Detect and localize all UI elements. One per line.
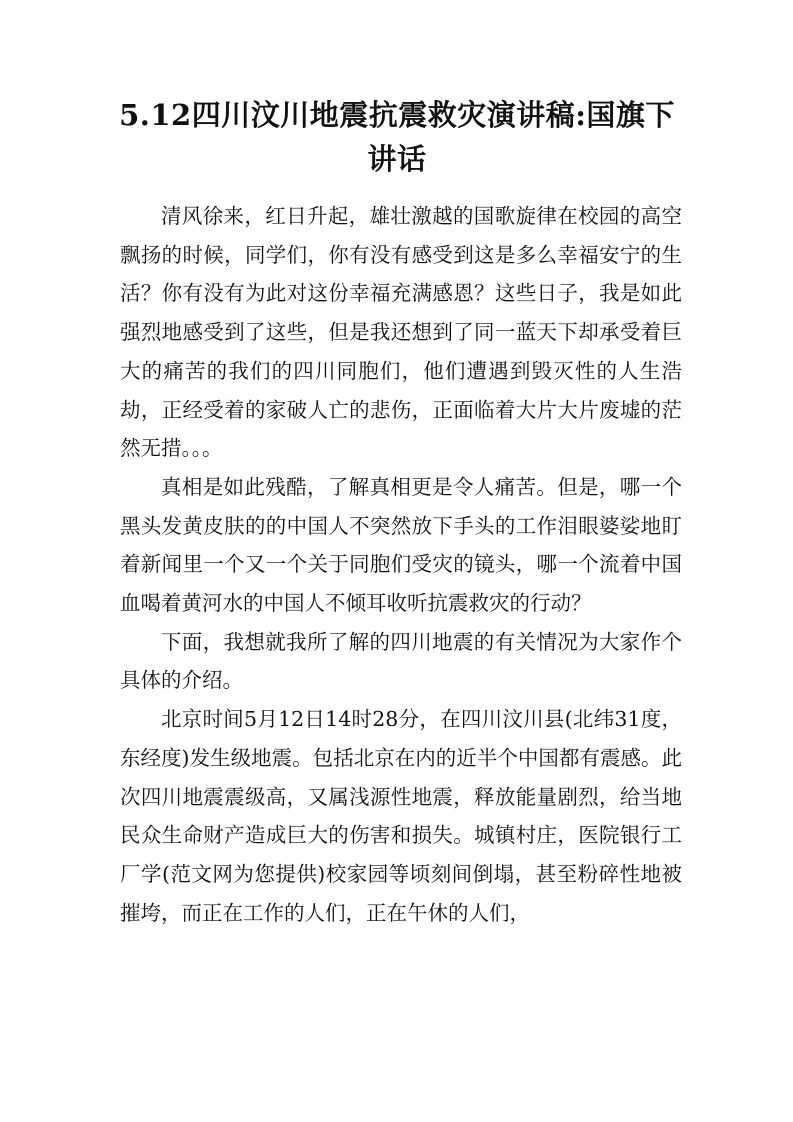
- paragraph-3: 下面，我想就我所了解的四川地震的有关情况为大家作个具体的介绍。: [120, 629, 682, 693]
- document-title: 5.12四川汶川地震抗震救灾演讲稿:国旗下讲话: [119, 98, 675, 176]
- paragraph-1: 清风徐来，红日升起，雄壮激越的国歌旋律在校园的高空飘扬的时候，同学们，你有没有感受到这是多么幸福安宁的生活？你有没有为此对这份幸福充满感恩？这些日子，我是如此强烈地感受到了这些，但是我还想到了同一蓝天下却承受着巨大的痛苦的我们的四川同胞们，他们遭遇到毁灭性的人生浩劫，正经受着的家破人亡的悲伤，正面临着大片大片废墟的茫然无措。。。: [120, 204, 682, 461]
- paragraph-4: 北京时间5月12日14时28分，在四川汶川县(北纬31度，东经度)发生级地震。包括北京在内的近半个中国都有震感。此次四川地震震级高，又属浅源性地震，释放能量剧烈，给当地民众生命财产造成巨大的伤害和损失。城镇村庄，医院银行工厂学(范文网为您提供)校家园等顷刻间倒塌，甚至粉碎性地被摧垮，而正在工作的人们，正在午休的人们，: [120, 707, 682, 925]
- document-body: [120, 197, 682, 932]
- paragraph-2: 真相是如此残酷，了解真相更是令人痛苦。但是，哪一个黑头发黄皮肤的的中国人不突然放下手头的工作泪眼婆娑地盯着新闻里一个又一个关于同胞们受灾的镜头，哪一个流着中国血喝着黄河水的中国人不倾耳收听抗震救灾的行动？: [120, 474, 682, 616]
